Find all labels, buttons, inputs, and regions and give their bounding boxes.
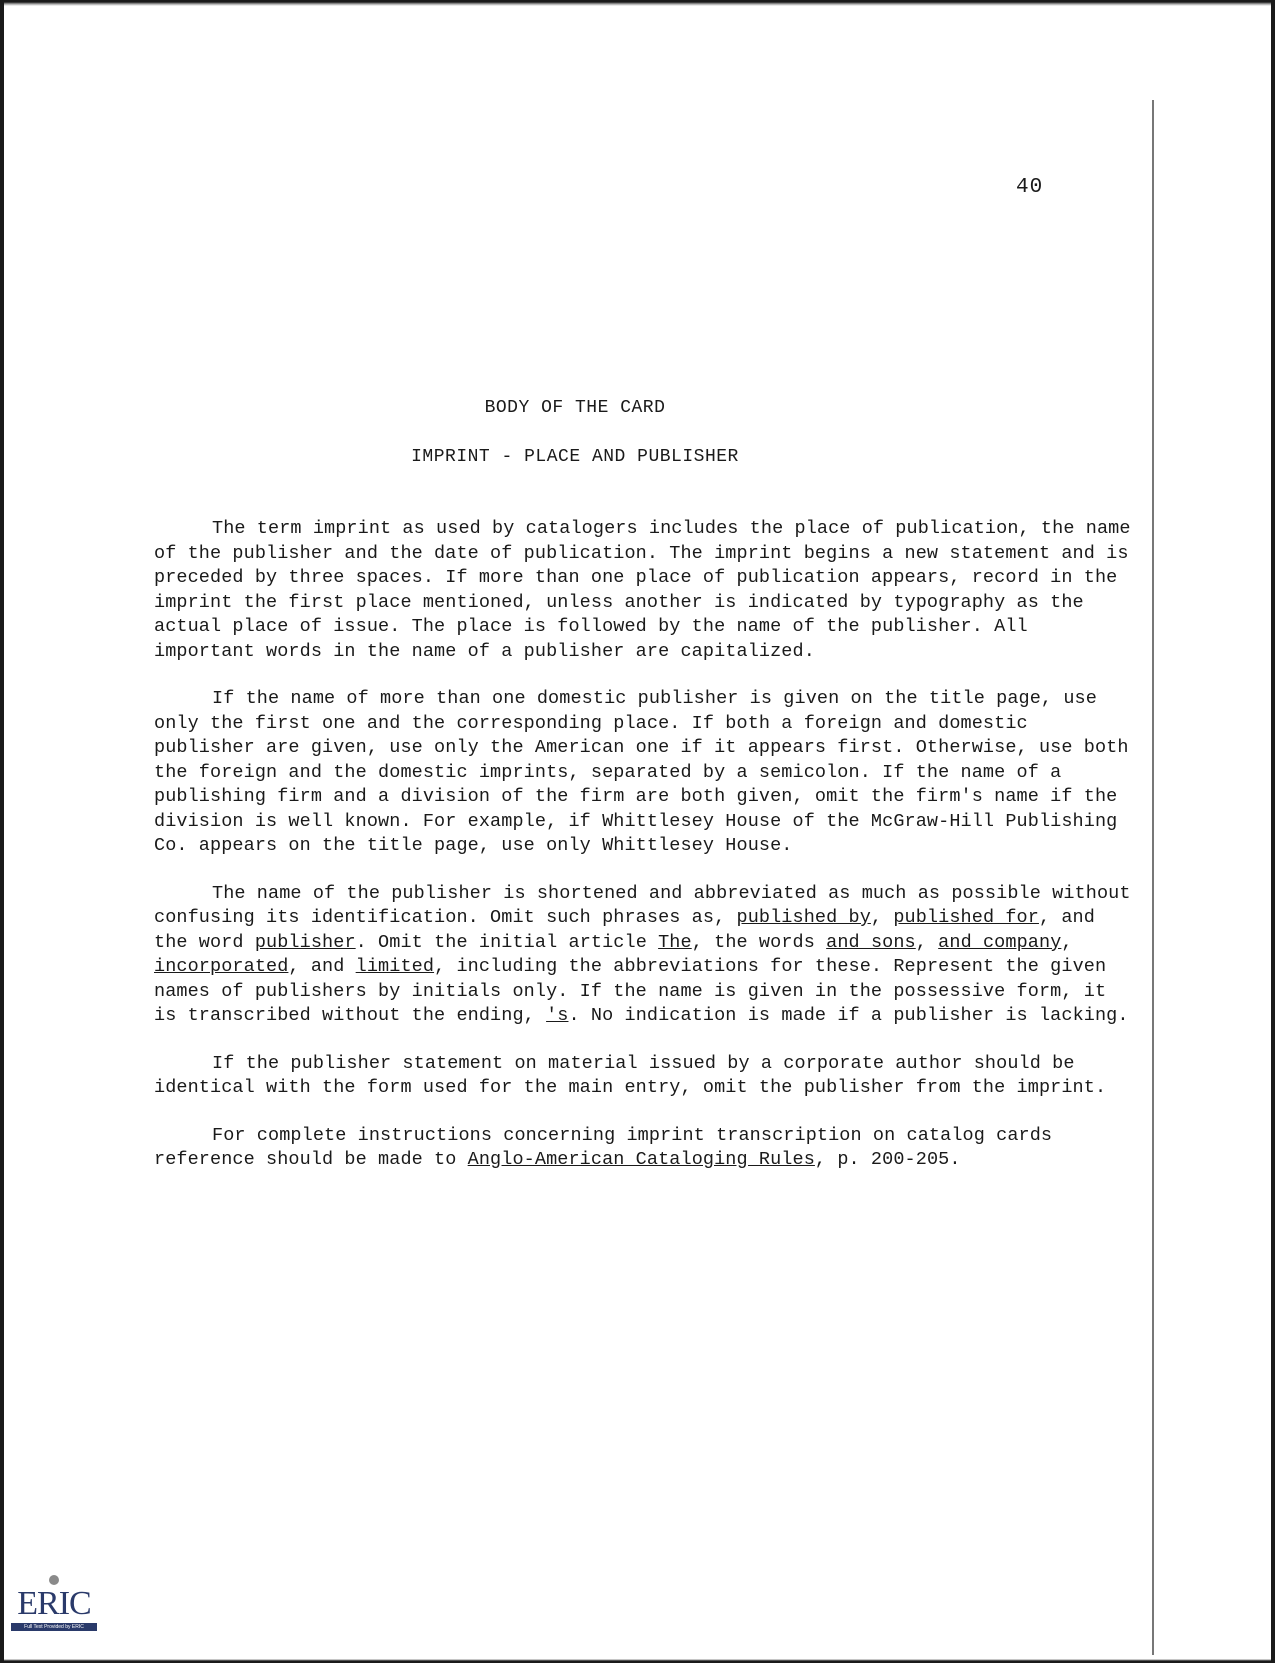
eric-logo-mark	[49, 1575, 59, 1585]
paragraph-imprint-definition: The term imprint as used by catalogers includes the place of publication, the name of the publisher and the date of publication. The imprint begins a new statement and is preceded by three spaces. If more than one place of publication appears, record in the imprint the first place mentioned, unless another is indicated by typography as the actual place of issue. The place is followed by the name of the publisher. All important words in the name of a publisher are capitalized.	[154, 518, 1131, 662]
text-run: . No indication is made if a publisher is lacking.	[568, 1005, 1129, 1026]
underlined-term: publisher	[254, 931, 356, 953]
eric-logo-text: ERIC	[17, 1585, 91, 1622]
paragraph-corporate-author: If the publisher statement on material issued by a corporate author should be identical with the form used for the main entry, omit the publisher from the imprint.	[154, 1052, 1107, 1098]
page-margin-rule	[1152, 100, 1154, 1655]
page-number: 40	[1016, 176, 1044, 199]
underlined-term: incorporated	[154, 956, 289, 977]
text-run: , the words	[691, 931, 827, 953]
text-run: ,	[870, 907, 894, 928]
text-run: ,	[915, 931, 939, 953]
paragraph-reference	[154, 1124, 1134, 1173]
text-run: , and	[288, 956, 356, 977]
text-run: . Omit the initial article	[355, 931, 659, 953]
scan-top-edge	[0, 0, 1275, 6]
underlined-term: published for	[893, 907, 1039, 928]
underlined-term: and sons	[826, 931, 916, 953]
reference-title: Anglo-American Cataloging Rules	[467, 1149, 815, 1170]
text-run: , including the abbreviations for these. Represent the given names of publishers by initials only. If the name is given in the possessive form, it is transcribed without the ending,	[154, 956, 1107, 1026]
underlined-term: published by	[736, 907, 871, 928]
underlined-term: The	[658, 931, 692, 953]
body-text	[154, 517, 1134, 1196]
eric-logo-subtext: Full Text Provided by ERIC	[11, 1623, 97, 1631]
paragraph-multiple-publishers: If the name of more than one domestic publisher is given on the title page, use only the first one and the corresponding place. If both a foreign and domestic publisher are given, use only the American one if it appears first. Otherwise, use both the foreign and the domestic imprints, separated by a semicolon. If the name of a publishing firm and a division of the firm are both given, omit the firm's name if the division is well known. For example, if Whittlesey House of the McGraw-Hill Publishing Co. appears on the title page, use only Whittlesey House.	[154, 688, 1129, 856]
eric-logo	[8, 1575, 100, 1647]
subsection-heading: IMPRINT - PLACE AND PUBLISHER	[411, 447, 739, 467]
section-heading: BODY OF THE CARD	[484, 398, 666, 418]
paragraph-abbreviation-rules	[154, 882, 1134, 1029]
text-run: , p. 200-205.	[814, 1149, 961, 1170]
text-run: , and the word	[154, 907, 1095, 953]
text-run: The name of the publisher is shortened and abbreviated as much as possible without confusing its identification. Omit such phrases as,	[154, 882, 1131, 928]
underlined-term: 's	[546, 1005, 569, 1026]
text-run: For complete instructions concerning imprint transcription on catalog cards reference should be made to	[154, 1124, 1053, 1170]
text-run: ,	[1061, 931, 1073, 953]
underlined-term: and company	[938, 931, 1062, 953]
scan-left-edge	[0, 0, 4, 1663]
scan-bottom-edge	[0, 1659, 1275, 1663]
scan-right-edge	[1271, 0, 1275, 1663]
underlined-term: limited	[355, 956, 435, 977]
